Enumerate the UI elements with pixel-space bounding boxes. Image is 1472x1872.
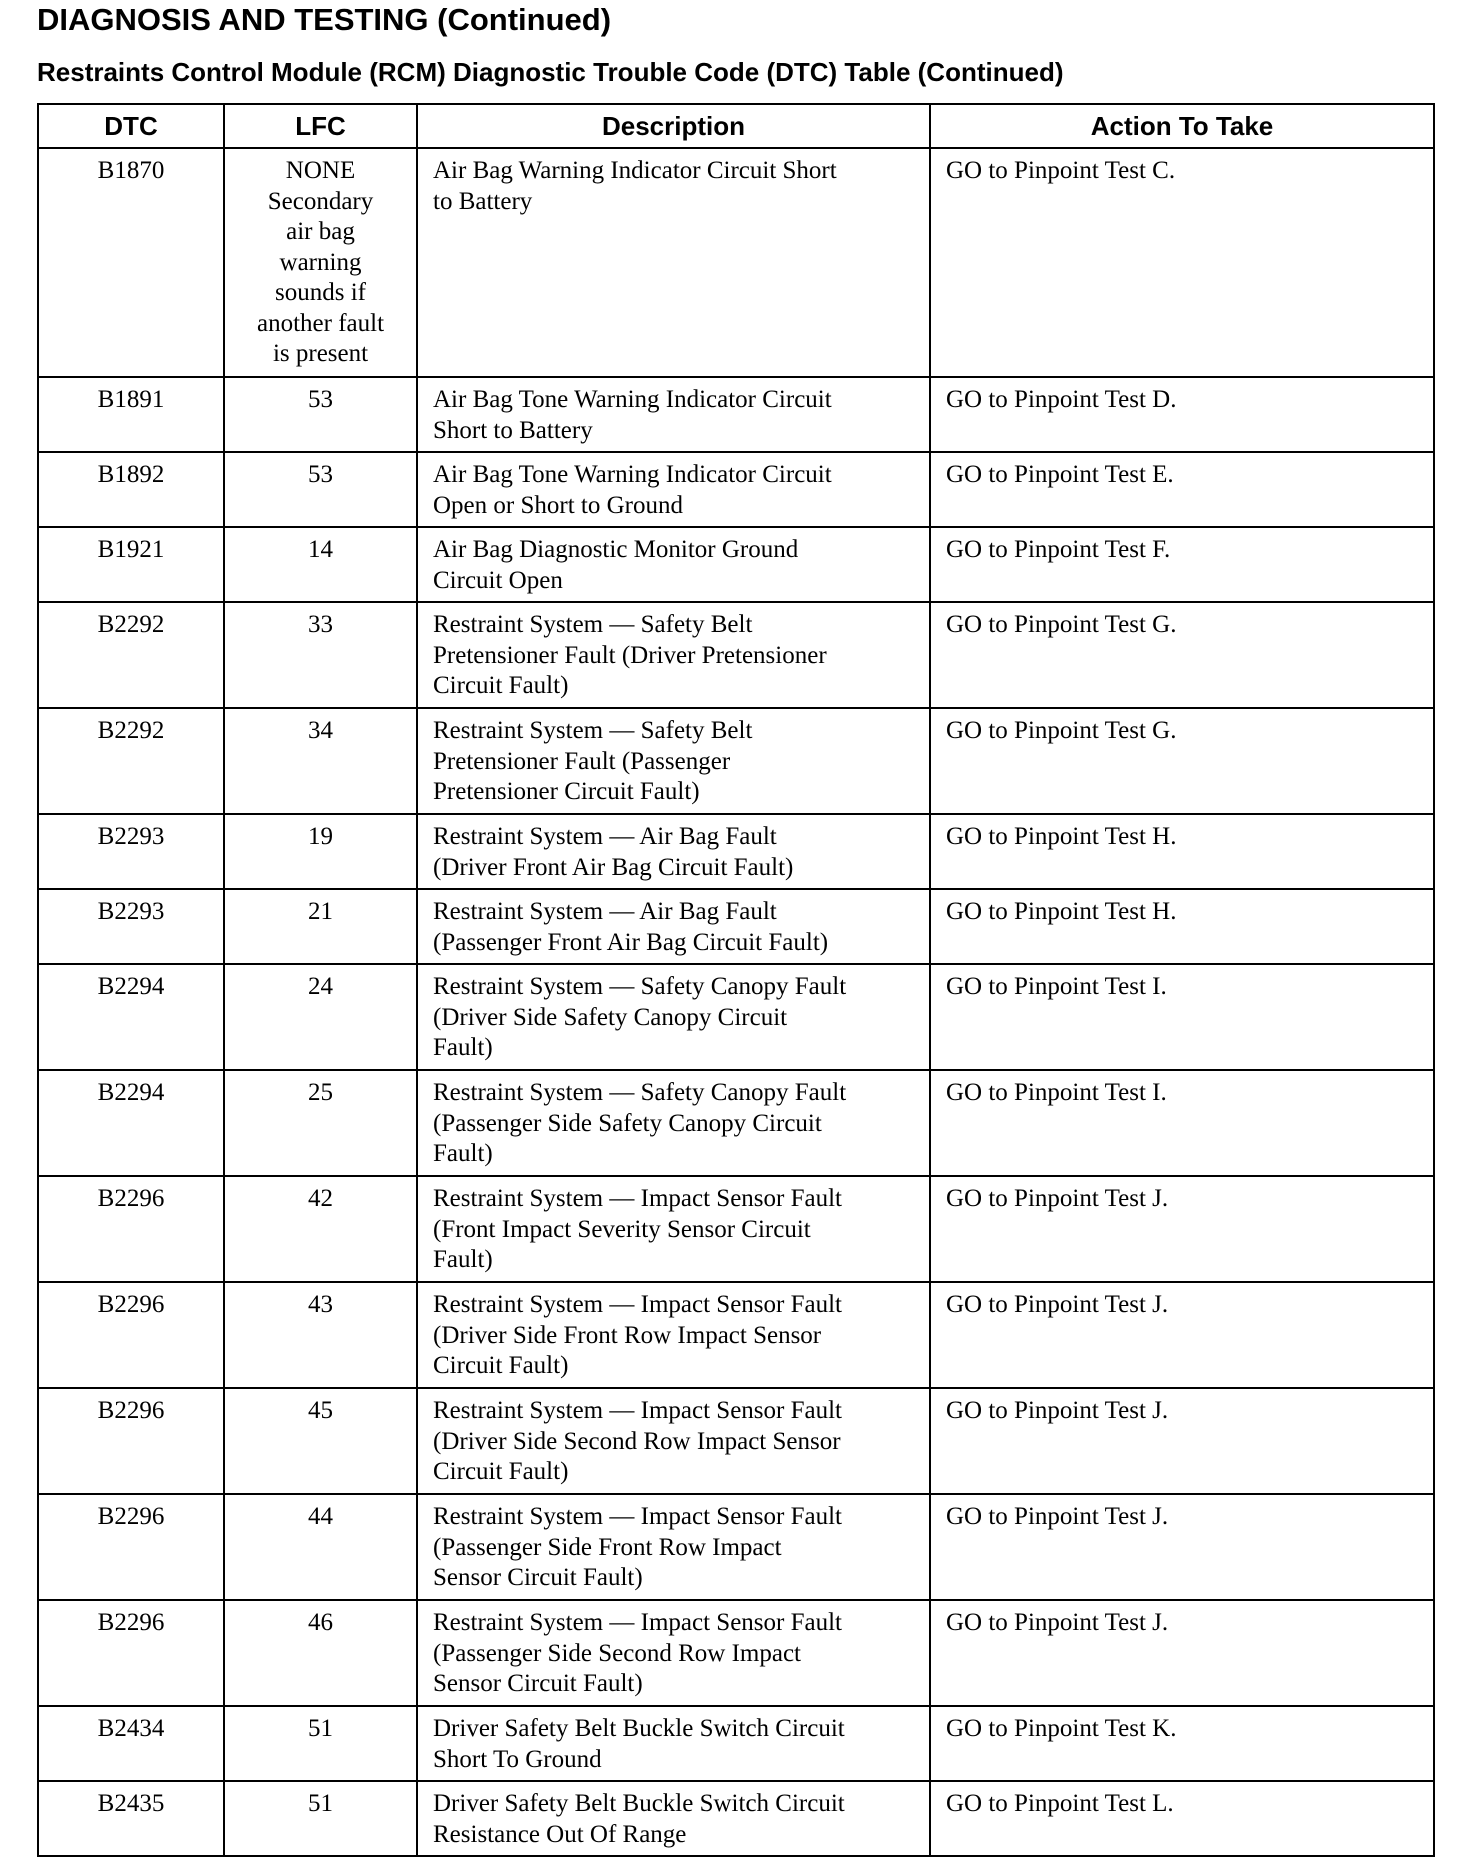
lfc-cell-text: 51 (308, 1790, 333, 1817)
action-cell (930, 1494, 1434, 1600)
lfc-cell-text: 14 (308, 536, 333, 563)
lfc-cell (224, 1282, 417, 1388)
lfc-cell-text: 45 (308, 1397, 333, 1424)
dtc-cell (38, 1282, 224, 1388)
table-row (38, 1706, 1434, 1781)
description-cell (417, 527, 930, 602)
dtc-cell (38, 1388, 224, 1494)
lfc-cell (224, 602, 417, 708)
table-row (38, 1176, 1434, 1282)
header-description: Description (417, 104, 930, 148)
table-header-row (38, 104, 1434, 148)
lfc-cell-text: 19 (308, 823, 333, 850)
action-cell-text: GO to Pinpoint Test H. (946, 898, 1177, 925)
description-cell (417, 602, 930, 708)
header-dtc: DTC (38, 104, 224, 148)
action-cell-text: GO to Pinpoint Test J. (946, 1291, 1169, 1318)
dtc-cell-text: B1921 (97, 536, 165, 563)
action-cell (930, 1176, 1434, 1282)
table-row (38, 1388, 1434, 1494)
description-cell (417, 964, 930, 1070)
dtc-cell-text: B2292 (97, 611, 165, 638)
lfc-cell-text: 53 (308, 386, 333, 413)
action-cell-text: GO to Pinpoint Test E. (946, 461, 1174, 488)
description-cell-text: Restraint System — Impact Sensor Fault (Passenger Side Front Row Impact Sensor Circuit Fault) (433, 1503, 842, 1591)
dtc-cell-text: B2293 (97, 898, 165, 925)
action-cell (930, 964, 1434, 1070)
description-cell-text: Restraint System — Safety Canopy Fault (Passenger Side Safety Canopy Circuit Fault) (433, 1079, 847, 1167)
dtc-cell (38, 1706, 224, 1781)
action-cell-text: GO to Pinpoint Test J. (946, 1185, 1169, 1212)
lfc-cell-text: 46 (308, 1609, 333, 1636)
description-cell-text: Restraint System — Safety Belt Pretensioner Fault (Passenger Pretensioner Circuit Fault) (433, 717, 753, 805)
lfc-cell-text: 42 (308, 1185, 333, 1212)
description-cell-text: Restraint System — Air Bag Fault (Passenger Front Air Bag Circuit Fault) (433, 898, 829, 956)
lfc-cell (224, 964, 417, 1070)
description-cell (417, 1282, 930, 1388)
lfc-cell (224, 377, 417, 452)
description-cell (417, 1706, 930, 1781)
lfc-cell (224, 452, 417, 527)
dtc-cell (38, 1781, 224, 1856)
action-cell (930, 708, 1434, 814)
dtc-cell (38, 602, 224, 708)
action-cell-text: GO to Pinpoint Test G. (946, 717, 1177, 744)
header-action: Action To Take (930, 104, 1434, 148)
action-cell (930, 1282, 1434, 1388)
description-cell-text: Driver Safety Belt Buckle Switch Circuit Short To Ground (433, 1715, 845, 1773)
table-row (38, 889, 1434, 964)
dtc-cell (38, 814, 224, 889)
action-cell-text: GO to Pinpoint Test K. (946, 1715, 1177, 1742)
description-cell-text: Restraint System — Safety Belt Pretensioner Fault (Driver Pretensioner Circuit Fault) (433, 611, 827, 699)
lfc-cell (224, 1781, 417, 1856)
description-cell-text: Restraint System — Air Bag Fault (Driver Front Air Bag Circuit Fault) (433, 823, 794, 881)
dtc-cell-text: B2296 (97, 1397, 165, 1424)
action-cell (930, 1600, 1434, 1706)
page-heading: DIAGNOSIS AND TESTING (Continued) (37, 2, 612, 37)
action-cell-text: GO to Pinpoint Test J. (946, 1503, 1169, 1530)
dtc-cell (38, 1494, 224, 1600)
description-cell (417, 708, 930, 814)
lfc-cell-text: 51 (308, 1715, 333, 1742)
lfc-cell-text: 24 (308, 973, 333, 1000)
description-cell-text: Air Bag Diagnostic Monitor Ground Circuit Open (433, 536, 799, 594)
dtc-cell-text: B1892 (97, 461, 165, 488)
description-cell (417, 452, 930, 527)
description-cell-text: Restraint System — Impact Sensor Fault (Passenger Side Second Row Impact Sensor Circuit Fault) (433, 1609, 842, 1697)
lfc-cell-text: NONE Secondary air bag warning sounds if another fault is present (256, 157, 385, 367)
lfc-cell (224, 1600, 417, 1706)
dtc-cell-text: B1891 (97, 386, 165, 413)
description-cell (417, 148, 930, 377)
table-body (38, 148, 1434, 1856)
action-cell-text: GO to Pinpoint Test J. (946, 1609, 1169, 1636)
description-cell-text: Driver Safety Belt Buckle Switch Circuit Resistance Out Of Range (433, 1790, 845, 1848)
lfc-cell (224, 1388, 417, 1494)
table-row (38, 814, 1434, 889)
description-cell (417, 377, 930, 452)
description-cell-text: Restraint System — Impact Sensor Fault (Driver Side Front Row Impact Sensor Circuit Fault) (433, 1291, 842, 1379)
dtc-cell (38, 148, 224, 377)
description-cell-text: Restraint System — Impact Sensor Fault (Front Impact Severity Sensor Circuit Fault) (433, 1185, 842, 1273)
description-cell (417, 1600, 930, 1706)
action-cell-text: GO to Pinpoint Test D. (946, 386, 1177, 413)
action-cell (930, 602, 1434, 708)
lfc-cell (224, 1176, 417, 1282)
action-cell (930, 377, 1434, 452)
dtc-cell-text: B2435 (97, 1790, 165, 1817)
description-cell (417, 1176, 930, 1282)
lfc-cell (224, 1494, 417, 1600)
dtc-cell (38, 889, 224, 964)
description-cell (417, 1388, 930, 1494)
action-cell-text: GO to Pinpoint Test I. (946, 1079, 1167, 1106)
description-cell (417, 1781, 930, 1856)
dtc-cell-text: B2296 (97, 1291, 165, 1318)
action-cell (930, 889, 1434, 964)
dtc-cell (38, 1070, 224, 1176)
table-row (38, 1070, 1434, 1176)
action-cell-text: GO to Pinpoint Test C. (946, 157, 1176, 184)
lfc-cell (224, 1706, 417, 1781)
table-row (38, 1600, 1434, 1706)
dtc-cell-text: B2294 (97, 973, 165, 1000)
action-cell-text: GO to Pinpoint Test I. (946, 973, 1167, 1000)
action-cell (930, 527, 1434, 602)
dtc-table (37, 103, 1435, 1857)
action-cell-text: GO to Pinpoint Test G. (946, 611, 1177, 638)
dtc-cell-text: B2296 (97, 1503, 165, 1530)
dtc-cell-text: B1870 (97, 157, 165, 184)
action-cell (930, 1388, 1434, 1494)
action-cell (930, 1781, 1434, 1856)
table-title: Restraints Control Module (RCM) Diagnostic Trouble Code (DTC) Table (Continued) (37, 57, 1064, 87)
description-cell-text: Air Bag Tone Warning Indicator Circuit Open or Short to Ground (433, 461, 832, 519)
table-row (38, 452, 1434, 527)
lfc-cell-text: 43 (308, 1291, 333, 1318)
lfc-cell-text: 25 (308, 1079, 333, 1106)
dtc-cell (38, 708, 224, 814)
lfc-cell-text: 33 (308, 611, 333, 638)
action-cell-text: GO to Pinpoint Test L. (946, 1790, 1174, 1817)
table-row (38, 527, 1434, 602)
description-cell-text: Restraint System — Safety Canopy Fault (Driver Side Safety Canopy Circuit Fault) (433, 973, 847, 1061)
action-cell-text: GO to Pinpoint Test J. (946, 1397, 1169, 1424)
dtc-cell-text: B2434 (97, 1715, 165, 1742)
dtc-cell (38, 452, 224, 527)
action-cell (930, 148, 1434, 377)
action-cell (930, 1706, 1434, 1781)
dtc-cell (38, 527, 224, 602)
lfc-cell-text: 21 (308, 898, 333, 925)
lfc-cell (224, 148, 417, 377)
lfc-cell (224, 889, 417, 964)
header-lfc: LFC (224, 104, 417, 148)
action-cell (930, 814, 1434, 889)
description-cell-text: Restraint System — Impact Sensor Fault (Driver Side Second Row Impact Sensor Circuit Fault) (433, 1397, 842, 1485)
lfc-cell (224, 527, 417, 602)
description-cell (417, 814, 930, 889)
lfc-cell-text: 53 (308, 461, 333, 488)
table-row (38, 1494, 1434, 1600)
lfc-cell (224, 1070, 417, 1176)
dtc-cell-text: B2293 (97, 823, 165, 850)
action-cell (930, 1070, 1434, 1176)
description-cell (417, 1070, 930, 1176)
dtc-cell (38, 1176, 224, 1282)
table-row (38, 1781, 1434, 1856)
description-cell-text: Air Bag Tone Warning Indicator Circuit Short to Battery (433, 386, 832, 444)
dtc-cell-text: B2292 (97, 717, 165, 744)
action-cell-text: GO to Pinpoint Test H. (946, 823, 1177, 850)
lfc-cell (224, 708, 417, 814)
dtc-cell-text: B2294 (97, 1079, 165, 1106)
table-row (38, 708, 1434, 814)
description-cell (417, 889, 930, 964)
table-row (38, 602, 1434, 708)
dtc-cell-text: B2296 (97, 1609, 165, 1636)
table-row (38, 1282, 1434, 1388)
description-cell-text: Air Bag Warning Indicator Circuit Short to Battery (433, 157, 837, 215)
action-cell-text: GO to Pinpoint Test F. (946, 536, 1171, 563)
action-cell (930, 452, 1434, 527)
lfc-cell (224, 814, 417, 889)
table-row (38, 377, 1434, 452)
dtc-cell-text: B2296 (97, 1185, 165, 1212)
dtc-cell (38, 964, 224, 1070)
table-row (38, 148, 1434, 377)
dtc-cell (38, 1600, 224, 1706)
table-row (38, 964, 1434, 1070)
description-cell (417, 1494, 930, 1600)
lfc-cell-text: 44 (308, 1503, 333, 1530)
dtc-cell (38, 377, 224, 452)
lfc-cell-text: 34 (308, 717, 333, 744)
